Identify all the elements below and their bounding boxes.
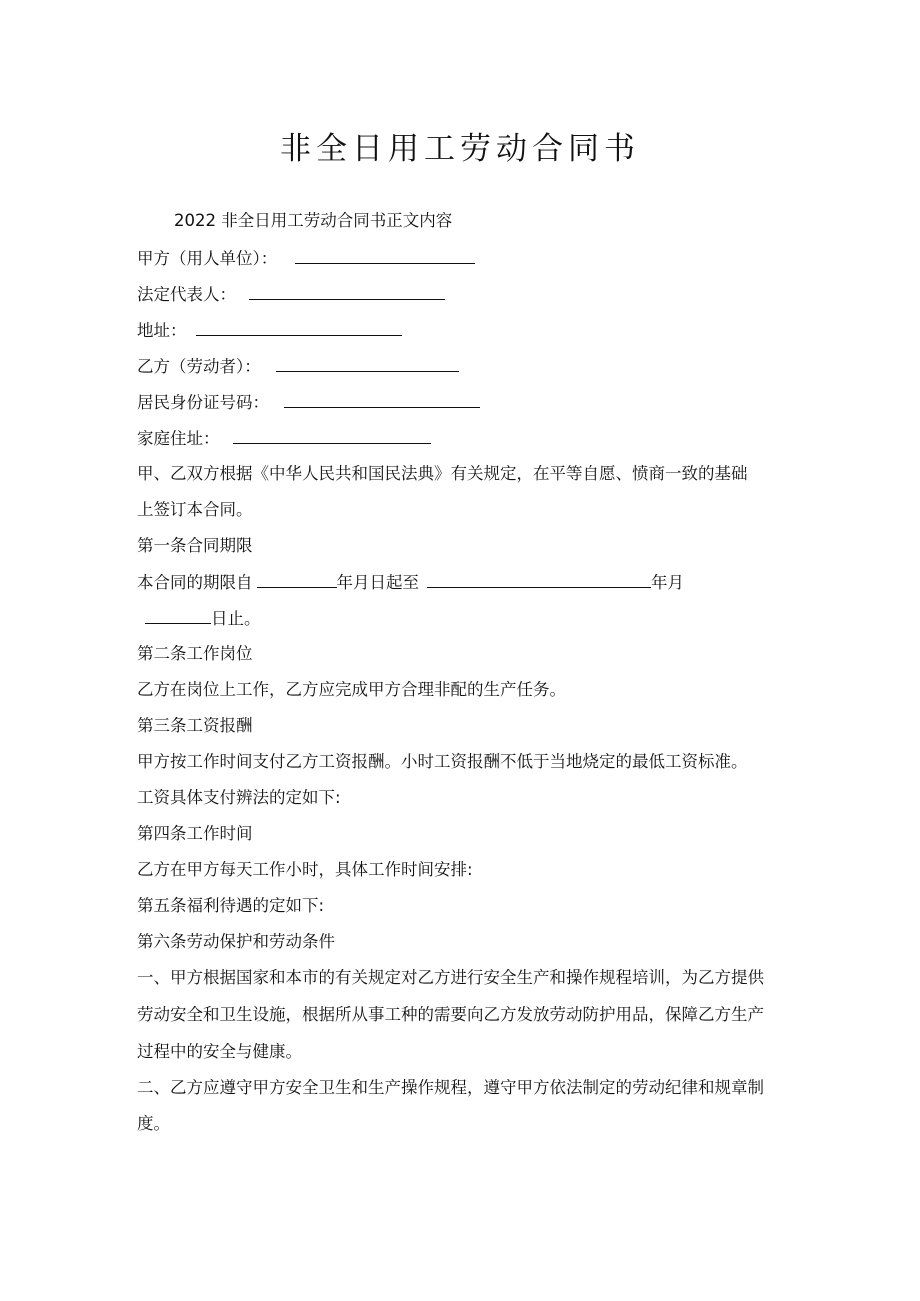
party-b-field: [137, 355, 459, 378]
party-a-label: 甲方（用人单位）：: [137, 249, 278, 268]
party-a-field: [137, 247, 475, 270]
article-2-text: 乙方在岗位上工作，乙方应完成甲方合理非配的生产任务。: [137, 680, 566, 699]
term-text-d: 日止。: [211, 609, 261, 628]
party-b-blank: [276, 355, 459, 372]
address-field: [137, 319, 402, 342]
home-address-field: [137, 427, 431, 450]
document-title: 非全日用工劳动合同书: [280, 131, 640, 167]
article-3-text-1: 甲方按工作时间支付乙方工资报酬。小时工资报酬不低于当地烧定的最低工资标准。: [137, 752, 748, 771]
article-1-term-line: [137, 571, 684, 594]
article-6-para-1-line-2: 劳动安全和卫生设施，根据所从事工种的需要向乙方发放劳动防护用品，保障乙方生产: [137, 1005, 764, 1024]
term-start-blank: [257, 571, 337, 588]
article-6-para-1-line-3: 过程中的安全与健康。: [137, 1042, 302, 1061]
id-field: [137, 391, 480, 414]
party-a-blank: [295, 247, 475, 264]
article-6-title: 第六条劳动保护和劳动条件: [137, 932, 335, 951]
id-label: 居民身份证号码：: [137, 393, 269, 412]
article-4-title: 第四条工作时间: [137, 824, 253, 843]
document-subtitle: 2022 非全日用工劳动合同书正文内容: [174, 211, 453, 230]
party-b-label: 乙方（劳动者）：: [137, 357, 261, 376]
article-3-text-2: 工资具体支付辨法的定如下:: [137, 788, 341, 807]
article-6-para-2-line-2: 度。: [137, 1114, 170, 1133]
article-5-title: 第五条福利待遇的定如下:: [137, 896, 325, 915]
article-1-term-end-line: [145, 607, 261, 630]
article-2-title: 第二条工作岗位: [137, 644, 253, 663]
article-4-text: 乙方在甲方每天工作小时，具体工作时间安排:: [137, 860, 473, 879]
term-end-blank: [427, 571, 651, 588]
address-label: 地址：: [137, 321, 187, 340]
home-address-blank: [233, 427, 431, 444]
article-1-title: 第一条合同期限: [137, 536, 253, 555]
article-3-title: 第三条工资报酬: [137, 716, 253, 735]
id-blank: [284, 391, 480, 408]
legal-rep-blank: [249, 283, 445, 300]
term-text-c: 年月: [651, 573, 684, 592]
term-text-a: 本合同的期限自: [137, 573, 253, 592]
article-6-para-1-line-1: 一、甲方根据国家和本市的有关规定对乙方进行安全生产和操作规程培训，为乙方提供: [137, 968, 764, 987]
legal-rep-label: 法定代表人：: [137, 285, 236, 304]
home-address-label: 家庭住址：: [137, 429, 220, 448]
legal-rep-field: [137, 283, 445, 306]
intro-line-2: 上签订本合同。: [137, 500, 253, 519]
term-text-b: 年月日起至: [336, 573, 419, 592]
article-6-para-2-line-1: 二、乙方应遵守甲方安全卫生和生产操作规程，遵守甲方依法制定的劳动纪律和规章制: [137, 1078, 764, 1097]
term-day-blank: [145, 607, 211, 624]
intro-line-1: 甲、乙双方根据《中华人民共和国民法典》有关规定，在平等自愿、愤商一致的基础: [137, 464, 748, 483]
address-blank: [196, 319, 402, 336]
